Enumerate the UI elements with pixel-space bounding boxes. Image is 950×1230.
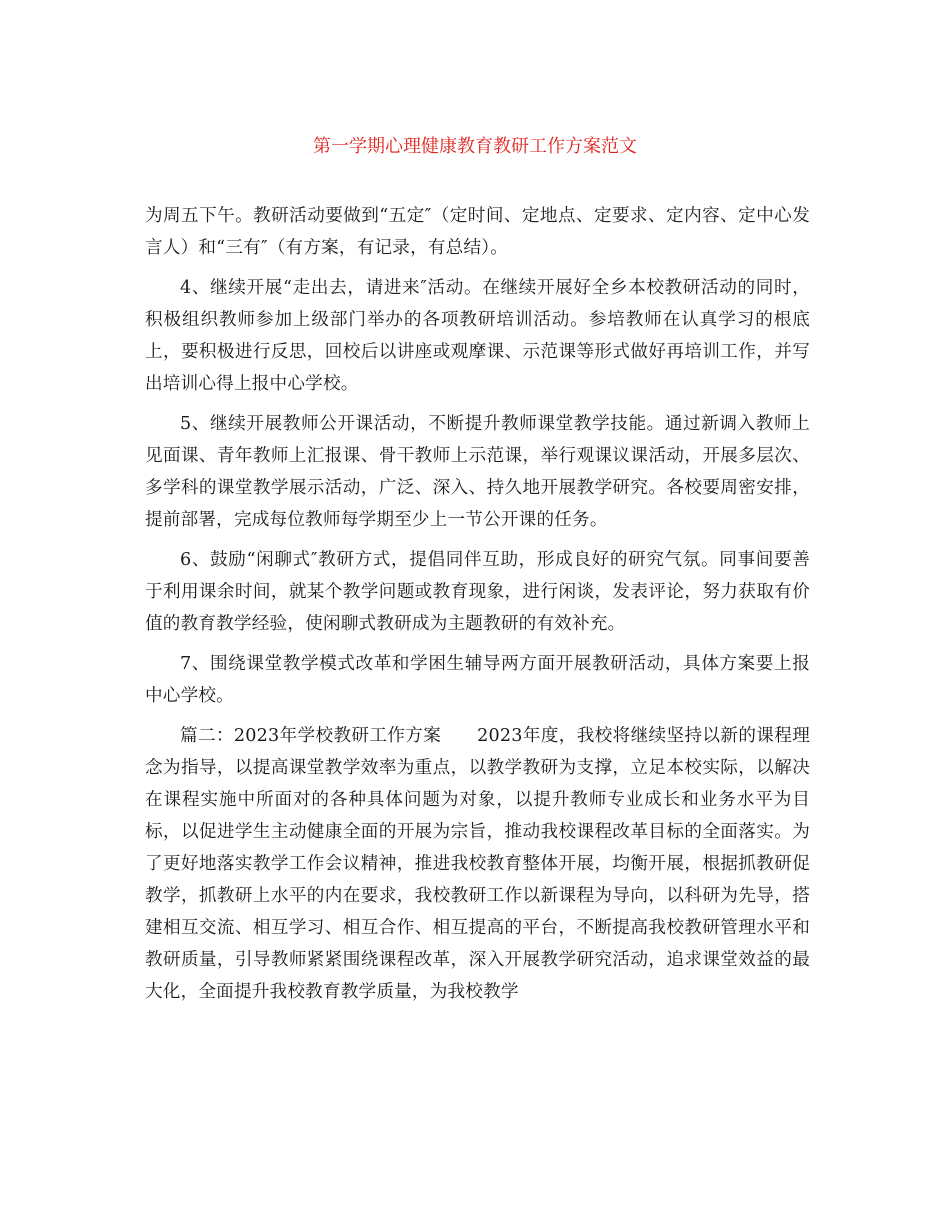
paragraph-item-4: 4、继续开展“走出去，请进来″活动。在继续开展好全乡本校教研活动的同时，积极组织教师参加上级部门举办的各项教研培训活动。参培教师在认真学习的根底上，要积极进行反思，回校后以讲座或观摩课、示范课等形式做好再培训工作，并写出培训心得上报中心学校。 [145, 278, 810, 394]
document-title: 第一学期心理健康教育教研工作方案范文 [313, 136, 637, 157]
paragraph-part-two: 篇二：2023年学校教研工作方案 2023年度，我校将继续坚持以新的课程理念为指导，以提高课堂教学效率为重点，以教学教研为支撑，立足本校实际，以解决在课程实施中所面对的各种具体问题为对象，以提升教师专业成长和业务水平为目标，以促进学生主动健康全面的开展为宗旨，推动我校课程改革目标的全面落实。为了更好地落实教学工作会议精神，推进我校教育整体开展，均衡开展，根据抓教研促教学，抓教研上水平的内在要求，我校教研工作以新课程为导向，以科研为先导，搭建相互交流、相互学习、相互合作、相互提高的平台，不断提高我校教研管理水平和教研质量，引导教师紧紧围绕课程改革，深入开展教学研究活动，追求课堂效益的最大化，全面提升我校教育教学质量，为我校教学 [145, 726, 810, 1002]
document-body [145, 200, 810, 1016]
paragraph-item-6: 6、鼓励“闲聊式″教研方式，提倡同伴互助，形成良好的研究气氛。同事间要善于利用课余时间，就某个教学问题或教育现象，进行闲谈，发表评论，努力获取有价值的教育教学经验，使闲聊式教研成为主题教研的有效补充。 [145, 550, 810, 634]
paragraph-continuation: 为周五下午。教研活动要做到“五定″（定时间、定地点、定要求、定内容、定中心发言人）和“三有″（有方案，有记录，有总结）。 [145, 206, 810, 258]
paragraph-item-5: 5、继续开展教师公开课活动，不断提升教师课堂教学技能。通过新调入教师上见面课、青年教师上汇报课、骨干教师上示范课，举行观课议课活动，开展多层次、多学科的课堂教学展示活动，广泛、深入、持久地开展教学研究。各校要周密安排，提前部署，完成每位教师每学期至少上一节公开课的任务。 [145, 414, 810, 530]
paragraph-item-7: 7、围绕课堂教学模式改革和学困生辅导两方面开展教研活动，具体方案要上报中心学校。 [145, 654, 810, 706]
